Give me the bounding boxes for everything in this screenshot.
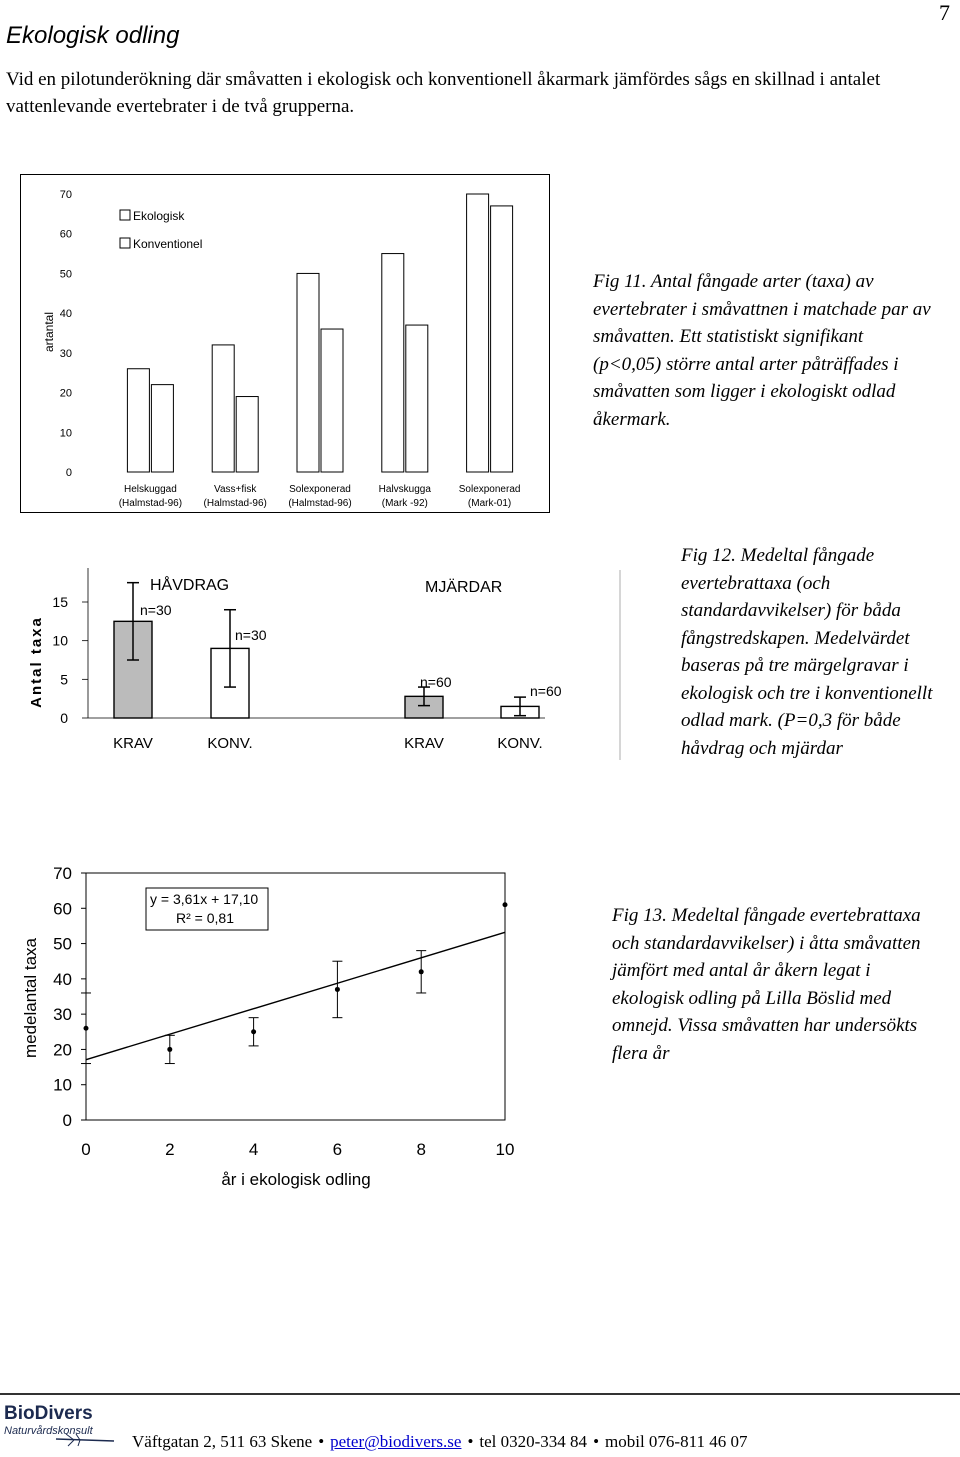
data-point: [503, 902, 508, 907]
bar-konventionel: [406, 325, 428, 472]
n-label: n=30: [140, 602, 172, 618]
bullet-icon: •: [318, 1432, 325, 1451]
footer-address: Väftgatan 2, 511 63 Skene: [132, 1432, 313, 1451]
y-tick-label: 0: [65, 467, 72, 479]
y-tick-label: 70: [53, 864, 72, 883]
y-tick-label: 40: [59, 308, 72, 321]
dragonfly-icon: [54, 1433, 124, 1447]
footer-phone: tel 0320-334 84: [479, 1432, 588, 1451]
bar-ekologisk: [212, 345, 234, 472]
y-tick-label: 20: [53, 1040, 72, 1060]
y-tick-label: 40: [53, 969, 72, 989]
intro-paragraph: Vid en pilotunderökning där småvatten i ekologisk och konventionell åkarmark jämfördes sågs en skillnad i antalet vattenlevande evertebrater i de två grupperna.: [6, 69, 881, 117]
data-point: [335, 987, 340, 992]
x-tick-label: KRAV: [404, 735, 444, 752]
y-tick-label: 0: [60, 710, 68, 726]
section-title: Ekologisk odling: [6, 22, 180, 49]
x-tick-label: Solexponerad: [289, 484, 351, 495]
legend-swatch: [120, 210, 130, 220]
y-tick-label: 10: [52, 632, 68, 649]
y-tick-label: 0: [62, 1111, 72, 1130]
x-tick-label: (Mark-01): [467, 498, 512, 509]
x-tick-label: Solexponerad: [458, 484, 521, 495]
n-label: n=30: [235, 627, 267, 643]
y-tick-label: 10: [53, 1075, 72, 1095]
bullet-icon: •: [467, 1432, 474, 1451]
r2-label: R² = 0,81: [176, 910, 234, 926]
legend-label: Ekologisk: [133, 209, 185, 223]
legend-label: Konventionel: [133, 237, 203, 251]
fig11-bar-chart: [20, 174, 550, 514]
equation-label: y = 3,61x + 17,10: [150, 891, 259, 907]
bar-konventionel: [236, 397, 258, 472]
fig11-caption: Fig 11. Antal fångade arter (taxa) av evertebrater i småvattnen i matchade par av småvatten. Ett statistiskt signifikant (p<0,05) större antal arter påträffades i småvatten som ligger i ekologiskt odlad åkermark.: [593, 271, 931, 430]
y-tick-label: 15: [52, 594, 68, 610]
bar-konventionel: [321, 329, 343, 472]
y-axis-label: Antal taxa: [28, 616, 45, 708]
data-point: [251, 1029, 256, 1034]
fig13-caption: Fig 13. Medeltal fångade evertebrattaxa och standardavvikelser) i åtta småvatten jämfört med antal år åkern legat i ekologisk odling på Lilla Böslid med omnejd. Vissa småvatten har undersökts flera år: [612, 905, 921, 1064]
n-label: n=60: [530, 683, 562, 699]
y-axis-label: artantal: [42, 311, 56, 353]
x-tick-label: 2: [165, 1140, 175, 1159]
x-tick-label: 0: [81, 1140, 91, 1159]
data-point: [419, 969, 424, 974]
footer-mobile: mobil 076-811 46 07: [605, 1432, 748, 1451]
data-point: [167, 1047, 172, 1052]
x-tick-label: (Halmstad-96): [118, 498, 183, 509]
x-tick-label: 4: [248, 1140, 259, 1159]
bar-konventionel: [151, 385, 173, 472]
y-tick-label: 30: [53, 1005, 72, 1025]
x-tick-label: Helskuggad: [123, 484, 177, 495]
n-label: n=60: [420, 674, 452, 690]
group-label: MJÄRDAR: [425, 579, 503, 596]
y-tick-label: 60: [59, 228, 72, 241]
x-tick-label: (Mark -92): [381, 498, 428, 509]
x-tick-label: 8: [416, 1140, 426, 1159]
footer-divider: [0, 1393, 960, 1395]
y-tick-label: 5: [60, 671, 68, 688]
bar-ekologisk: [467, 194, 489, 472]
x-tick-label: KONV.: [207, 735, 253, 752]
page-number: 7: [939, 0, 950, 25]
y-tick-label: 50: [59, 268, 72, 281]
data-point: [84, 1026, 89, 1031]
x-axis-label: år i ekologisk odling: [221, 1170, 371, 1189]
x-tick-label: Halvskugga: [378, 484, 431, 495]
footer-email-link[interactable]: peter@biodivers.se: [330, 1432, 462, 1451]
x-tick-label: KRAV: [113, 735, 153, 752]
logo-name: BioDivers: [4, 1403, 93, 1424]
fig12-caption: Fig 12. Medeltal fångade evertebrattaxa (och standardavvikelser) för båda fångstredskapen. Medelvärdet baseras på tre märgelgravar i ekologisk och tre i konventionellt odlad mark. (P=0,3 för både håvdrag och mjärdar: [681, 545, 933, 759]
y-tick-label: 20: [59, 387, 72, 400]
logo-subtitle: Naturvårdskonsult: [4, 1425, 93, 1437]
x-tick-label: KONV.: [497, 735, 543, 752]
x-tick-label: (Halmstad-96): [288, 498, 352, 509]
footer-contact: [132, 1432, 747, 1452]
y-tick-label: 70: [59, 189, 72, 201]
bar-ekologisk: [127, 369, 149, 472]
fig12-bar-chart: [0, 560, 630, 760]
bullet-icon: •: [593, 1432, 600, 1451]
biodivers-logo: [4, 1403, 134, 1453]
bar-ekologisk: [382, 254, 404, 472]
y-tick-label: 10: [59, 427, 72, 440]
y-tick-label: 30: [59, 347, 72, 360]
group-label: HÅVDRAG: [150, 577, 230, 594]
x-tick-label: (Halmstad-96): [203, 498, 267, 509]
x-tick-label: Vass+fisk: [214, 484, 257, 495]
x-tick-label: 6: [332, 1140, 343, 1159]
fig13-scatter-chart: [0, 855, 540, 1200]
bar-konventionel: [491, 206, 513, 472]
y-tick-label: 50: [53, 934, 72, 954]
bar-ekologisk: [297, 273, 319, 472]
y-tick-label: 60: [53, 899, 72, 919]
y-axis-label: medelantal taxa: [21, 937, 40, 1059]
legend-swatch: [120, 238, 130, 248]
x-tick-label: 10: [495, 1140, 515, 1159]
